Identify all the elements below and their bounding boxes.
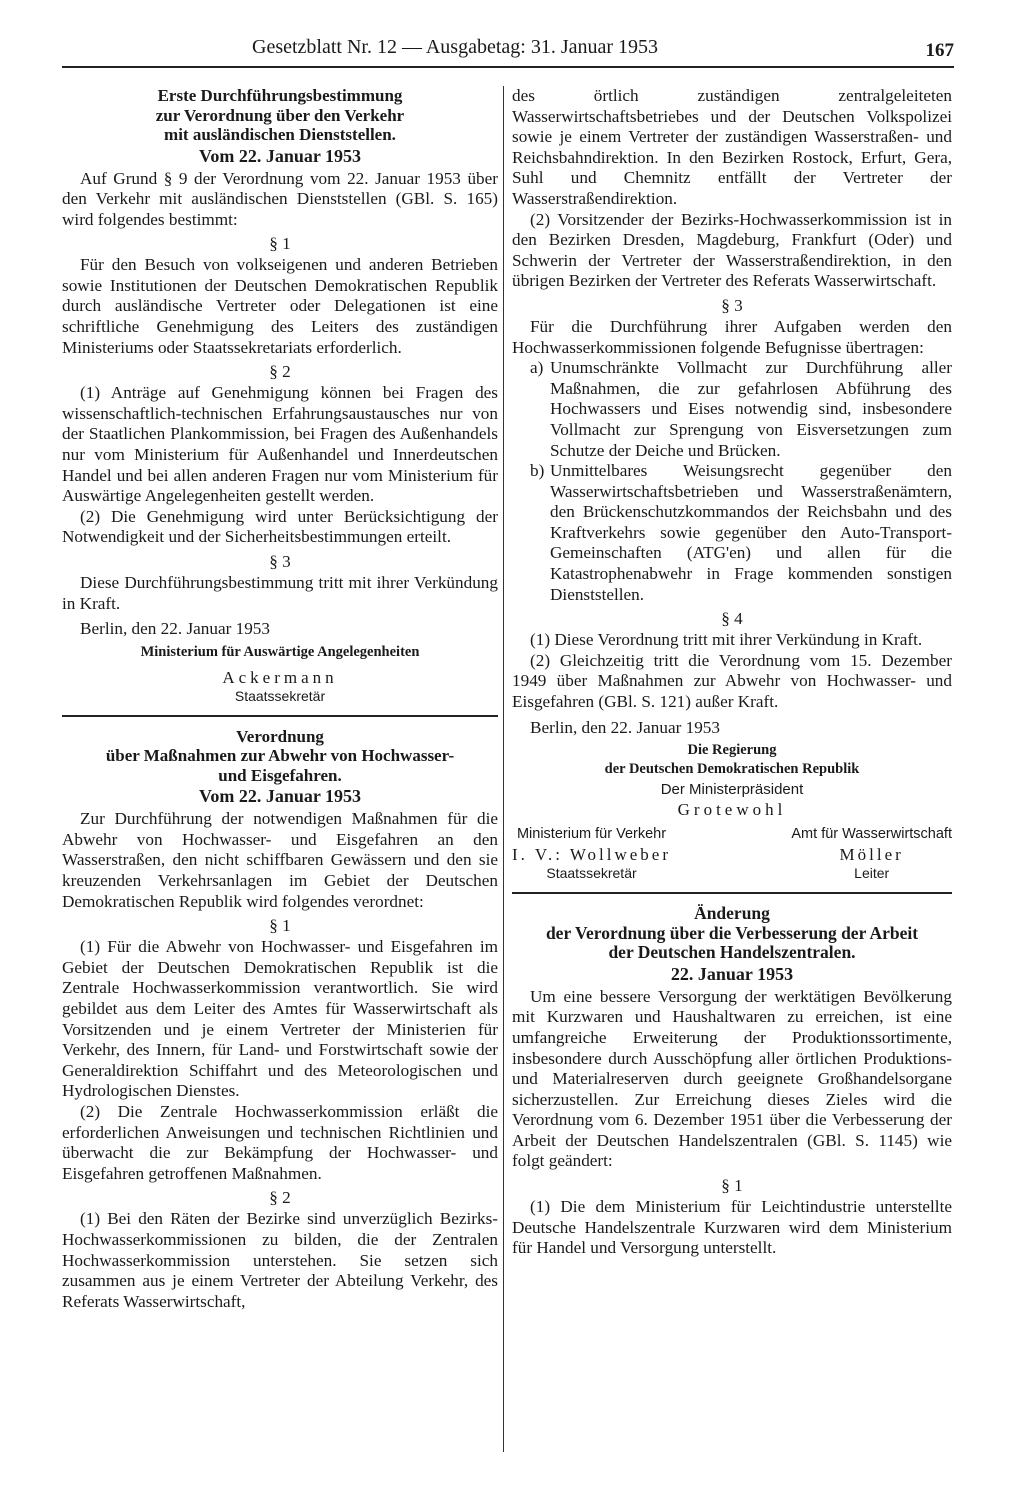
list-item-label: a) bbox=[530, 358, 544, 378]
doc2-s4-heading: § 4 bbox=[721, 609, 743, 629]
doc3-s1-heading: § 1 bbox=[721, 1176, 743, 1196]
doc2-s2-p1: (1) Bei den Räten der Bezirke sind unverzüglich Bezirks-Hochwasserkommissionen zu bilden, die der Zentralen Hochwasserkommission unterstehen. Sie setzen sich zusammen aus je einem Vertreter der Abteilung Verkehr, des Referats Wasserwirtschaft, bbox=[62, 1209, 498, 1311]
sig-left-name: I. V.: Wollweber bbox=[512, 845, 672, 865]
doc1-s2-p1: (1) Anträge auf Genehmigung können bei Fragen des wissenschaftlich-technischen Erfahrungsaustausches nur von der Staatlichen Plankommission, bei Fragen des Außenhandels nur vom Ministerium für Außenhandel und Innerdeutschen Handel und bei allen anderen Fragen nur vom Ministerium für Auswärtige Angelegenheiten gestellt werden. bbox=[62, 383, 498, 506]
doc1-s1-heading: § 1 bbox=[269, 234, 291, 254]
doc1-s3-heading: § 3 bbox=[269, 552, 291, 571]
sig-left-role: Staatssekretär bbox=[546, 865, 637, 882]
doc2-section bbox=[62, 727, 498, 1313]
doc2-s3-heading: § 3 bbox=[721, 295, 743, 315]
doc2-s1-p2: (2) Die Zentrale Hochwasserkommission erläßt die erforderlichen Anweisungen und technischen Richtlinien und überwacht die zur Bekämpfung der Hochwasser- und Eisgefahren getroffenen Maßnahmen. bbox=[62, 1102, 498, 1183]
doc2-s2-heading: § 2 bbox=[269, 1188, 291, 1208]
doc2-title-line: über Maßnahmen zur Abwehr von Hochwasser- bbox=[105, 746, 455, 766]
doc3-title bbox=[512, 904, 952, 963]
list-item-label: b) bbox=[530, 461, 545, 481]
sig-right-ministry: Amt für Wasserwirtschaft bbox=[791, 826, 952, 843]
doc2-preamble: Zur Durchführung der notwendigen Maßnahmen für die Abwehr von Hochwasser- und Eisgefahren an den Wasserstraßen, den nicht schiffbaren Gewässern und den sie kreuzenden Verkehrsanlagen im Gebiet der Deutschen Demokratischen Republik wird folgendes verordnet: bbox=[62, 809, 498, 911]
section-divider bbox=[512, 892, 952, 894]
doc3-section bbox=[512, 904, 952, 1259]
sig-right-name: Möller bbox=[839, 845, 904, 865]
doc2-s2-p1-continued: des örtlich zuständigen zentralgeleiteten Wasserwirtschaftsbetriebes und der Deutschen Volkspolizei sowie je einem Vertreter der zuständigen Wasserstraßen- und Reichsbahndirektion. In den Bezirken Rostock, Erfurt, Gera, Suhl und Chemnitz entfällt der Vertreter der Wasserstraßendirektion. bbox=[512, 86, 952, 208]
doc2-title-line: und Eisgefahren. bbox=[218, 765, 342, 785]
doc1-s2-heading: § 2 bbox=[269, 362, 291, 382]
running-title: Gesetzblatt Nr. 12 — Ausgabetag: 31. Januar 1953 bbox=[252, 36, 659, 58]
signature-left bbox=[512, 824, 671, 882]
doc3-preamble: Um eine bessere Versorgung der werktätigen Bevölkerung mit Kurzwaren und Haushaltwaren zu erreichen, ist eine umfangreiche Erweiterung der Produktionssortimente, insbesondere durch Ausschöpfung aller örtlichen Produktions- und Materialreserven durch geeignete Großhandelsorgane sicherzustellen. Zur Erreichung dieses Zieles wird die Verordnung vom 6. Dezember 1951 über die Verbesserung der Arbeit der Deutschen Handelszentralen (GBl. S. 1145) wie folgt geändert: bbox=[512, 986, 952, 1171]
doc3-date: 22. Januar 1953 bbox=[670, 963, 794, 984]
doc2-s4-p1: (1) Diese Verordnung tritt mit ihrer Verkündung in Kraft. bbox=[530, 630, 923, 650]
list-item bbox=[512, 461, 952, 605]
doc1-title-line: zur Verordnung über den Verkehr bbox=[155, 105, 405, 125]
doc1-title-line: Erste Durchführungsbestimmung bbox=[157, 86, 403, 105]
doc1-date: Vom 22. Januar 1953 bbox=[198, 145, 362, 166]
running-head bbox=[62, 36, 954, 68]
doc1-s3-text: Diese Durchführungsbestimmung tritt mit ihrer Verkündung in Kraft. bbox=[62, 573, 498, 613]
section-divider bbox=[62, 715, 498, 717]
doc2-authority-line2: der Deutschen Demokratischen Republik bbox=[604, 761, 860, 778]
list-item-text: Unmittelbares Weisungsrecht gegenüber den Wasserwirtschaftsbetrieben und Wasserstraßenämtern, den Brückenschutzkommandos der Reichsbahn und des Kraftverkehrs sowie gegenüber den Auto-Transport-Gemeinschaften (ATG'en) und allen für die Katastrophenabwehr in Frage kommenden sonstigen Dienststellen. bbox=[550, 461, 952, 604]
doc2-signature-block bbox=[512, 824, 952, 882]
doc1-title bbox=[62, 86, 498, 145]
list-item bbox=[512, 358, 952, 461]
doc2-pm-name: Grotewohl bbox=[677, 800, 787, 820]
doc1-signer: Ackermann bbox=[222, 667, 338, 687]
doc2-pm-title: Der Ministerpräsident bbox=[660, 781, 804, 799]
doc2-continued bbox=[512, 86, 952, 882]
doc3-title-line: der Deutschen Handelszentralen. bbox=[608, 942, 856, 963]
doc3-s1-p1: (1) Die dem Ministerium für Leichtindustrie unterstellte Deutsche Handelszentrale Kurzwaren wird dem Ministerium für Handel und Versorgung unterstellt. bbox=[512, 1197, 952, 1258]
doc1-s1-text: Für den Besuch von volkseigenen und anderen Betrieben sowie Institutionen der Deutschen Demokratischen Republik durch ausländische Vertreter oder Delegationen ist eine schriftliche Genehmigung des Leiters des zuständigen Ministeriums oder Staatssekretariats erforderlich. bbox=[62, 255, 498, 357]
doc1-s2-p2: (2) Die Genehmigung wird unter Berücksichtigung der Notwendigkeit und der Sicherheitsbestimmungen erteilt. bbox=[62, 506, 498, 547]
left-column bbox=[62, 86, 498, 1312]
doc2-place-date: Berlin, den 22. Januar 1953 bbox=[530, 717, 720, 737]
doc2-s1-p1: (1) Für die Abwehr von Hochwasser- und Eisgefahren im Gebiet der Deutschen Demokratischen Republik ist die Zentrale Hochwasserkommission verantwortlich. Sie wird gebildet aus dem Leiter des Amtes für Wasserwirtschaft als Vorsitzenden und je einem Vertreter der Ministerien für Verkehr, des Innern, für Land- und Forstwirtschaft sowie der Generaldirektion Schiffahrt und des Meteorologischen und Hydrologischen Dienstes. bbox=[62, 937, 498, 1101]
doc2-date: Vom 22. Januar 1953 bbox=[198, 786, 362, 807]
doc2-s3-intro: Für die Durchführung ihrer Aufgaben werden den Hochwasserkommissionen folgende Befugnisse übertragen: bbox=[512, 316, 952, 357]
doc2-s1-heading: § 1 bbox=[269, 916, 291, 936]
doc2-s4-p2: (2) Gleichzeitig tritt die Verordnung vom 15. Dezember 1949 über Maßnahmen zur Abwehr von Hochwasser- und Eisgefahren (GBl. S. 121) außer Kraft. bbox=[512, 650, 952, 712]
right-column bbox=[512, 86, 952, 1259]
signature-right bbox=[791, 824, 952, 882]
doc1-authority: Ministerium für Auswärtige Angelegenheiten bbox=[140, 643, 420, 660]
doc3-title-line: Änderung bbox=[694, 903, 770, 924]
page-number: 167 bbox=[925, 40, 954, 61]
doc2-s2-p2: (2) Vorsitzender der Bezirks-Hochwasserkommission ist in den Bezirken Dresden, Magdeburg, Frankfurt (Oder) und Schwerin der Vertreter der Wasserstraßendirektion, in den übrigen Bezirken der Vertreter des Referats Wasserwirtschaft. bbox=[512, 209, 952, 291]
doc1-title-line: mit ausländischen Dienststellen. bbox=[164, 125, 396, 144]
doc1-section bbox=[62, 86, 498, 705]
sig-right-role: Leiter bbox=[854, 865, 890, 882]
doc2-title bbox=[62, 727, 498, 786]
sig-left-ministry: Ministerium für Verkehr bbox=[516, 826, 667, 843]
list-item-text: Unumschränkte Vollmacht zur Durchführung aller Maßnahmen, die zur gefahrlosen Abführung des Hochwassers und Eises notwendig sind, insbesondere Vollmacht zur Sprengung von Eisversetzungen zum Schutze der Deiche und Brücken. bbox=[550, 358, 952, 460]
doc2-title-line: Verordnung bbox=[236, 726, 324, 746]
doc1-place-date: Berlin, den 22. Januar 1953 bbox=[80, 619, 270, 639]
doc1-signer-role: Staatssekretär bbox=[234, 687, 326, 704]
column-rule bbox=[503, 86, 504, 1452]
doc1-preamble: Auf Grund § 9 der Verordnung vom 22. Januar 1953 über den Verkehr mit ausländischen Dienststellen (GBl. S. 165) wird folgendes bestimmt: bbox=[62, 168, 498, 229]
doc2-authority-line1: Die Regierung bbox=[687, 742, 777, 759]
doc3-title-line: der Verordnung über die Verbesserung der Arbeit bbox=[545, 922, 919, 943]
